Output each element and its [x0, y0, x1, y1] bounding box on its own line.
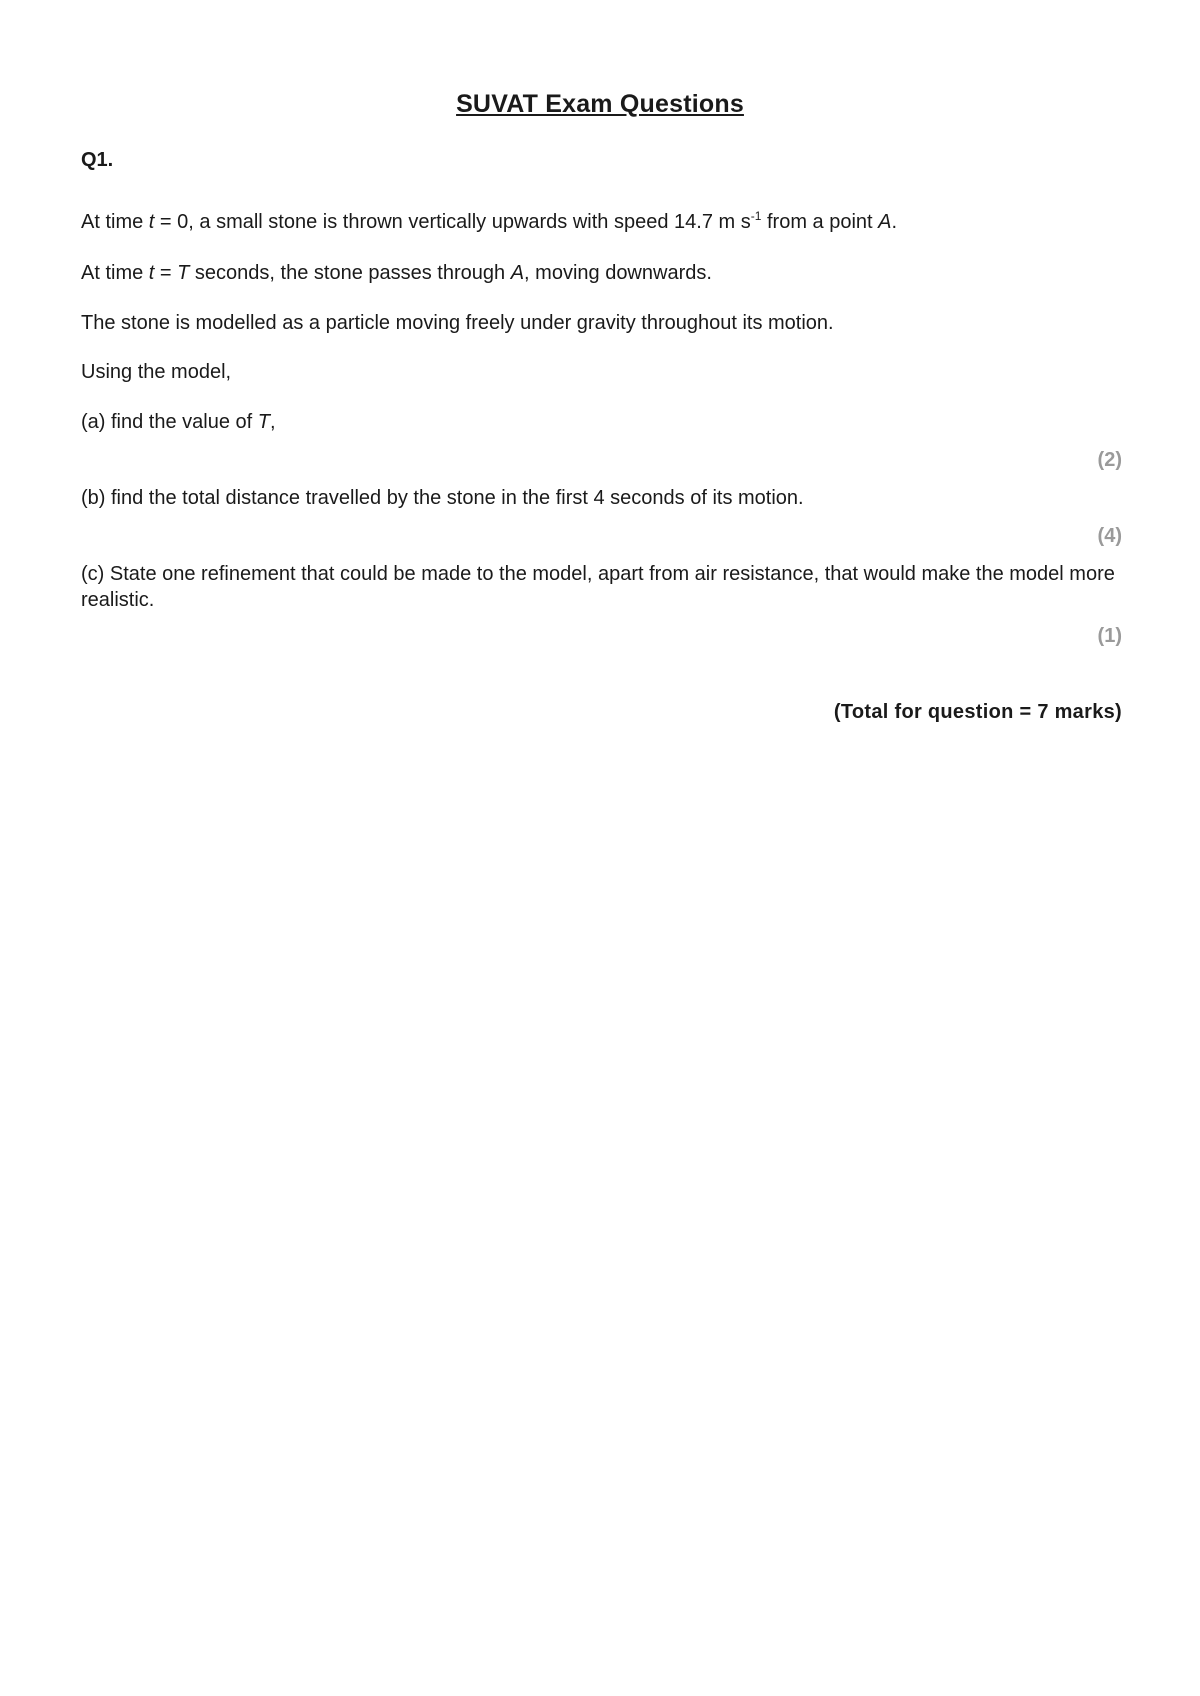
text-segment: (a) find the value of — [81, 411, 258, 433]
question-line-2 — [81, 262, 712, 285]
text-segment: = 0, a small stone is thrown vertically upwards with speed 14.7 m s — [154, 211, 751, 233]
text-segment: = — [154, 262, 178, 284]
variable-A: A — [878, 211, 892, 233]
text-segment: . — [891, 211, 898, 233]
variable-A: A — [510, 262, 525, 284]
question-line-1 — [81, 211, 897, 234]
text-segment: , moving downwards. — [524, 262, 712, 284]
text-segment: from a point — [761, 211, 879, 233]
text-segment: At time — [81, 262, 149, 284]
superscript-exponent: -1 — [750, 209, 762, 223]
part-a-text — [81, 411, 276, 434]
variable-T: T — [177, 262, 190, 284]
text-segment: seconds, the stone passes through — [189, 262, 511, 284]
question-number: Q1. — [81, 149, 114, 171]
variable-t: t — [148, 262, 155, 284]
total-marks: (Total for question = 7 marks) — [833, 701, 1122, 723]
text-segment: At time — [81, 211, 149, 233]
part-c-marks: (1) — [1097, 625, 1122, 647]
question-line-4: Using the model, — [81, 361, 232, 383]
variable-t: t — [148, 211, 155, 233]
part-a-marks: (2) — [1097, 449, 1122, 471]
variable-T: T — [257, 411, 270, 433]
page-title: SUVAT Exam Questions — [456, 90, 744, 118]
part-c-text: (c) State one refinement that could be made to the model, apart from air resistance, that would make the model more realistic. — [81, 563, 1115, 611]
question-line-3: The stone is modelled as a particle moving freely under gravity throughout its motion. — [81, 312, 834, 334]
text-segment: , — [270, 411, 276, 433]
part-b-marks: (4) — [1097, 525, 1122, 547]
part-b-text: (b) find the total distance travelled by the stone in the first 4 seconds of its motion. — [81, 487, 804, 509]
